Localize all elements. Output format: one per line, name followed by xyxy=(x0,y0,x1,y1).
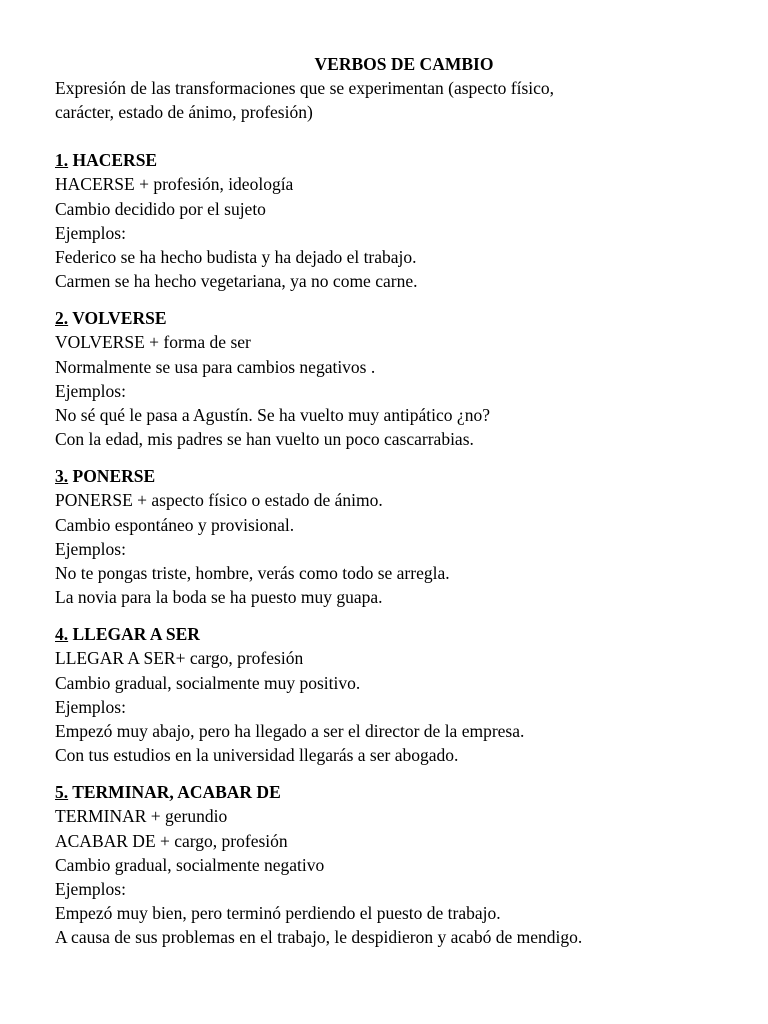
section-line: Cambio gradual, socialmente negativo xyxy=(55,854,325,875)
section-line: Cambio espontáneo y provisional. xyxy=(55,514,295,535)
section-number: 2. xyxy=(55,308,69,329)
example-line: Empezó muy abajo, pero ha llegado a ser el director de la empresa. xyxy=(55,721,525,742)
section-line: ACABAR DE + cargo, profesión xyxy=(55,830,288,851)
example-line: Carmen se ha hecho vegetariana, ya no come carne. xyxy=(55,271,418,292)
section-title: PONERSE xyxy=(72,466,156,487)
section-hacerse xyxy=(55,148,735,293)
example-line: Federico se ha hecho budista y ha dejado el trabajo. xyxy=(55,247,417,268)
intro-line: carácter, estado de ánimo, profesión) xyxy=(55,102,313,123)
section-line: Ejemplos: xyxy=(55,380,126,401)
section-line: LLEGAR A SER+ cargo, profesión xyxy=(55,648,304,669)
section-number: 3. xyxy=(55,466,69,487)
section-line: Ejemplos: xyxy=(55,538,126,559)
section-number: 4. xyxy=(55,624,69,645)
section-line: TERMINAR + gerundio xyxy=(55,806,228,827)
section-title: VOLVERSE xyxy=(72,308,167,329)
document-title: VERBOS DE CAMBIO xyxy=(314,54,494,74)
section-title: LLEGAR A SER xyxy=(72,624,200,645)
example-line: Con tus estudios en la universidad llegarás a ser abogado. xyxy=(55,745,459,766)
example-line: A causa de sus problemas en el trabajo, le despidieron y acabó de mendigo. xyxy=(55,927,583,948)
section-line: HACERSE + profesión, ideología xyxy=(55,174,294,195)
section-line: PONERSE + aspecto físico o estado de ánimo. xyxy=(55,490,383,511)
document-page xyxy=(55,52,735,963)
section-terminar-acabar-de xyxy=(55,780,735,949)
section-line: Cambio gradual, socialmente muy positivo. xyxy=(55,672,361,693)
section-line: Normalmente se usa para cambios negativos . xyxy=(55,356,376,377)
section-title: HACERSE xyxy=(72,150,158,171)
section-line: VOLVERSE + forma de ser xyxy=(55,332,251,353)
intro-paragraph xyxy=(55,76,735,124)
section-line: Ejemplos: xyxy=(55,222,126,243)
section-heading xyxy=(55,306,735,330)
section-volverse xyxy=(55,306,735,451)
section-line: Ejemplos: xyxy=(55,696,126,717)
section-heading xyxy=(55,622,735,646)
section-heading xyxy=(55,780,735,804)
section-title: TERMINAR, ACABAR DE xyxy=(72,782,281,803)
intro-line: Expresión de las transformaciones que se experimentan (aspecto físico, xyxy=(55,78,555,98)
section-line: Ejemplos: xyxy=(55,879,126,900)
section-llegar-a-ser xyxy=(55,622,735,767)
example-line: La novia para la boda se ha puesto muy guapa. xyxy=(55,587,383,608)
example-line: No te pongas triste, hombre, verás como todo se arregla. xyxy=(55,563,450,584)
section-ponerse xyxy=(55,464,735,609)
example-line: Con la edad, mis padres se han vuelto un poco cascarrabias. xyxy=(55,429,474,450)
section-number: 5. xyxy=(55,782,69,803)
section-line: Cambio decidido por el sujeto xyxy=(55,198,266,219)
section-number: 1. xyxy=(55,150,69,171)
section-heading xyxy=(55,148,735,172)
example-line: No sé qué le pasa a Agustín. Se ha vuelto muy antipático ¿no? xyxy=(55,405,490,426)
example-line: Empezó muy bien, pero terminó perdiendo el puesto de trabajo. xyxy=(55,903,501,924)
section-heading xyxy=(55,464,735,488)
